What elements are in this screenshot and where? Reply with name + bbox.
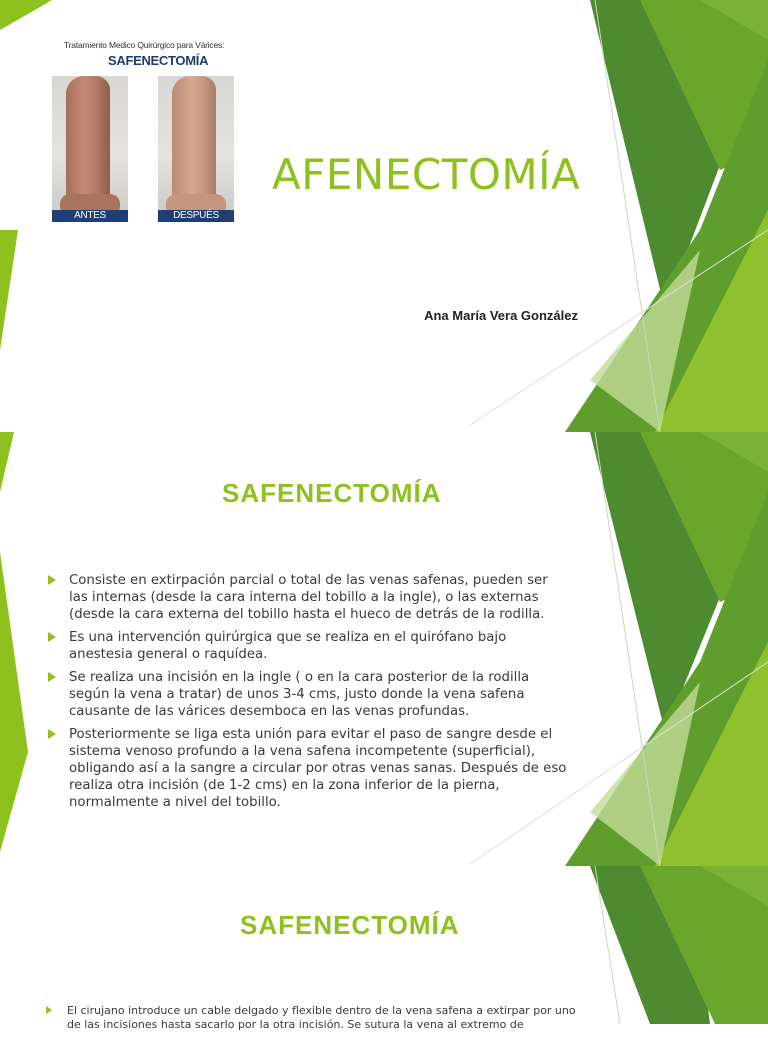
hero-heading: SAFENECTOMÍA: [108, 53, 209, 68]
leg-before: [66, 76, 110, 210]
foot-before: [60, 194, 120, 210]
bullet-list: [46, 1004, 576, 1038]
list-item: Es una intervención quirúrgica que se realiza en el quirófano bajo anestesia general o raquídea.: [48, 629, 568, 663]
slide-heading: SAFENECTOMÍA: [240, 910, 460, 940]
slide-title: AFENECTOMÍA: [272, 150, 581, 199]
bullet-arrow-icon: [48, 672, 56, 682]
label-after: DESPUÉS: [158, 210, 234, 222]
list-item: Consiste en extirpación parcial o total de las venas safenas, pueden ser las internas (desde la cara interna del tobillo a la ingle), o las externas (desde la cara externa del tobillo hasta el hueco de detrás de la rodilla.: [48, 572, 568, 623]
slide-2[interactable]: [0, 432, 768, 866]
bullet-arrow-icon: [46, 1006, 52, 1014]
leg-photo-after: [158, 76, 234, 210]
label-before: ANTES: [52, 210, 128, 222]
list-item: Posteriormente se liga esta unión para evitar el paso de sangre desde el sistema venoso profundo a la vena safena incompetente (superficial), obligando así a la sangre a circular por otras venas sanas. Después de eso realiza otra incisión (de 1-2 cms) en la zona inferior de la pierna, normalmente a nivel del tobillo.: [48, 726, 568, 811]
author-name: Ana María Vera González: [424, 308, 578, 323]
list-item: El cirujano introduce un cable delgado y flexible dentro de la vena safena a extirpar por uno de las incisiones hasta sacarlo por la otra incisión. Se sutura la vena al extremo de: [46, 1004, 576, 1032]
leg-after: [172, 76, 216, 210]
bullet-arrow-icon: [48, 632, 56, 642]
left-edge-accent: [0, 230, 18, 350]
list-item: Se realiza una incisión en la ingle ( o en la cara posterior de la rodilla según la vena a tratar) de unos 3-4 cms, justo donde la vena safena causante de las várices desemboca en las venas profundas.: [48, 669, 568, 720]
left-edge-accent: [0, 552, 28, 852]
bullet-arrow-icon: [48, 729, 56, 739]
corner-accent: [0, 0, 52, 30]
bullet-list: [48, 572, 568, 817]
hero-image: [52, 36, 248, 226]
leg-photo-before: [52, 76, 128, 210]
left-edge-accent: [0, 432, 14, 492]
slide-1[interactable]: [0, 0, 768, 432]
slide-decoration: [0, 866, 768, 1024]
hero-caption: Tratamiento Medico Quirúrgico para Várices:: [64, 40, 225, 50]
slide-heading: SAFENECTOMÍA: [222, 478, 442, 508]
foot-after: [166, 194, 226, 210]
bullet-arrow-icon: [48, 575, 56, 585]
slide-3[interactable]: [0, 866, 768, 1031]
